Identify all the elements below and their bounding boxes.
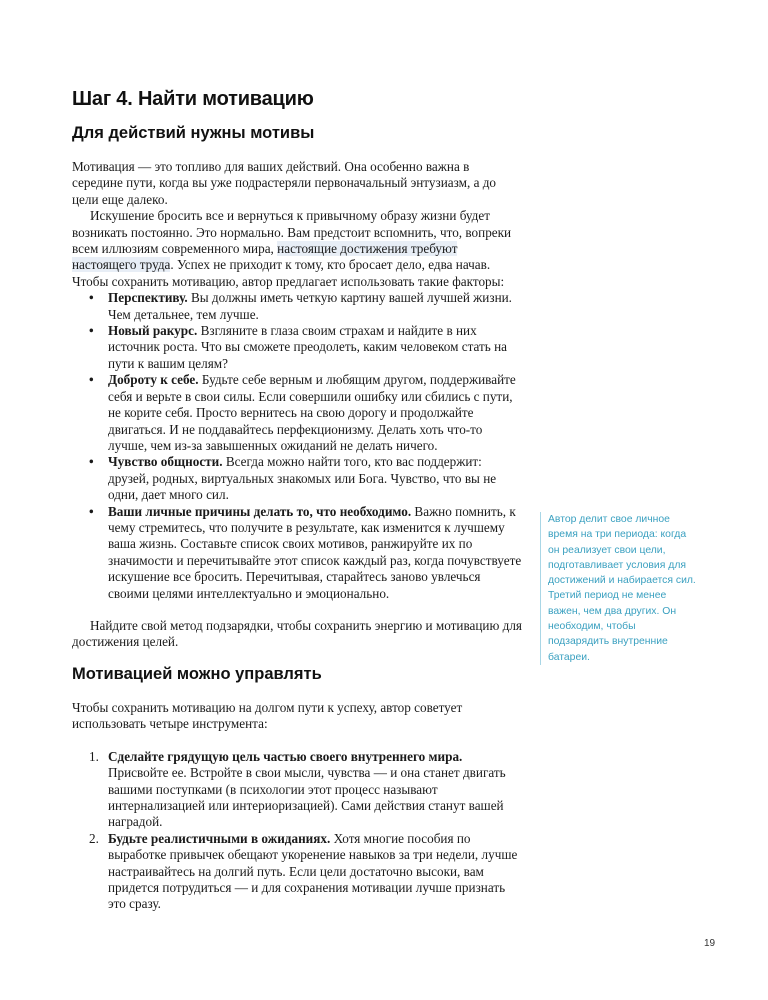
list-item [72,749,522,831]
list-item-lead: Сделайте грядущую цель частью своего внутреннего мира. [108,748,463,764]
paragraph [72,208,522,290]
list-item-lead: Чувство общности. [108,454,223,470]
list-item-text: Взгляните в глаза своим страхам и найдите в них источник роста. Что вы сможете преодолеть, каким человеком стать на пути к вашим целям? [108,323,508,371]
list-item [72,372,522,454]
paragraph: Чтобы сохранить мотивацию на долгом пути к успеху, автор советует использовать четыре инструмента: [72,700,463,732]
list-item-lead: Перспективу. [108,290,188,306]
list-item-text: Хотя многие пособия по выработке привычек обещают укоренение навыков за три недели, лучше настраивайтесь на долгий путь. Если цели достаточно высоки, вам придется потрудиться — и для сохранения мотивации лучше признать это сразу. [108,830,518,912]
page-title: Шаг 4. Найти мотивацию [72,88,314,110]
item-number: 2. [89,830,99,846]
list-item-text: Всегда можно найти того, кто вас поддержит: друзей, родных, виртуальных знакомых или Бога. Чувство, что вы не одни, дает много сил. [108,454,497,503]
list-item-text: Будьте себе верным и любящим другом, поддерживайте себя и верьте в свои силы. Если совершили ошибку или сбились с пути, не корите себя. Просто вернитесь на свою дорогу и продолжайте двигаться. И не поддавайтесь перфекционизму. Делать хоть что-то лучше, чем из-за завышенных ожиданий не делать ничего. [108,372,516,453]
list-item [72,290,522,323]
item-number: 1. [89,748,99,764]
factor-list [72,290,522,602]
section-body-motives [72,159,522,651]
tool-list [72,749,522,913]
list-item-lead: Ваши личные причины делать то, что необходимо. [108,503,412,519]
paragraph-text: . Успех не приходит к тому, кто бросает дело, едва начав. Чтобы сохранить мотивацию, автор предлагает использовать такие факторы: [72,257,505,289]
section-heading-motives: Для действий нужны мотивы [72,124,315,142]
bullet-marker: • [89,454,94,470]
section-body-manage [72,700,522,913]
list-item [72,831,522,913]
list-item-lead: Новый ракурс. [108,323,198,339]
margin-note: Автор делит свое личное время на три периода: когда он реализует свои цели, подготавливает условия для достижений и набирается сил. Третий период не менее важен, чем два других. Он необходим, чтобы подзарядить внутренние батареи. [540,512,698,665]
paragraph: Найдите свой метод подзарядки, чтобы сохранить энергию и мотивацию для достижения целей. [72,617,522,650]
list-item [72,504,522,602]
list-item-lead: Доброту к себе. [108,372,199,388]
list-item-text: Вы должны иметь четкую картину вашей лучшей жизни. Чем детальнее, тем лучше. [108,290,512,322]
list-item [72,454,522,503]
list-item-text: Важно помнить, к чему стремитесь, что получите в результате, как изменится к лучшему ваша жизнь. Составьте список своих мотивов, ранжируйте их по значимости и перечитывайте этот список каждый раз, когда почувствуете искушение все бросить. Перечитывая, старайтесь заново увлечься своими целями интеллектуально и эмоционально. [108,503,522,601]
list-item-text: Присвойте ее. Встройте в свои мысли, чувства — и она станет двигать вашими поступками (в психологии этот процесс называют интернализацией или интериоризацией). Сами действия станут вашей наградой. [108,765,506,830]
page-number: 19 [704,938,716,949]
list-item-lead: Будьте реалистичными в ожиданиях. [108,830,331,846]
highlighted-text: настоящие достижения требуют настоящего труда [72,241,458,273]
bullet-marker: • [89,503,94,519]
list-item [72,323,522,372]
bullet-marker: • [89,372,94,388]
paragraph: Мотивация — это топливо для ваших действий. Она особенно важна в середине пути, когда вы уже подрастеряли первоначальный энтузиазм, а до цели еще далеко. [72,159,497,207]
section-heading-manage: Мотивацией можно управлять [72,665,322,683]
paragraph-text: Искушение бросить все и вернуться к привычному образу жизни будет возникать постоянно. Это нормально. Вам предстоит вспомнить, что, вопреки всем иллюзиям современного мира, [72,208,512,257]
bullet-marker: • [89,290,94,306]
bullet-marker: • [89,323,94,339]
